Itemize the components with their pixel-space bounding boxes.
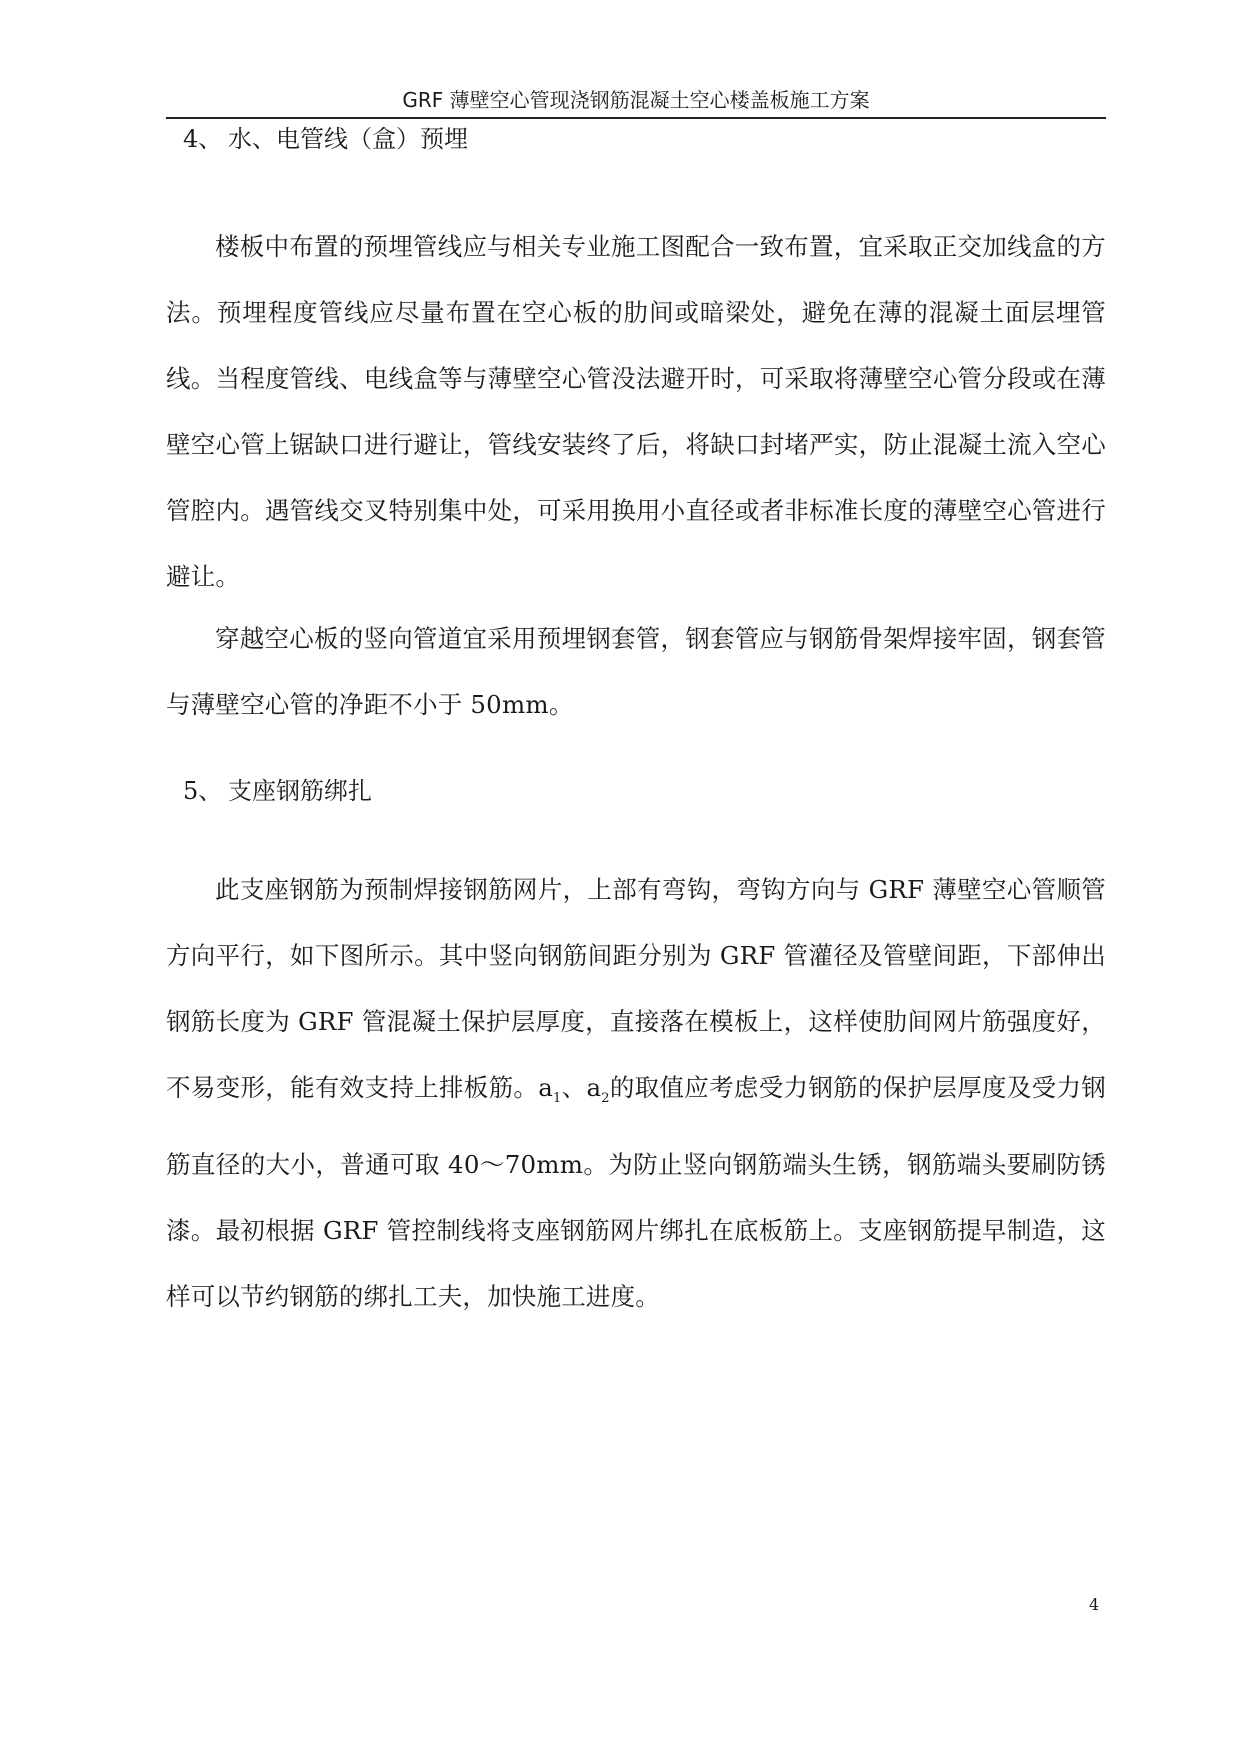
variable-a1: $a_1$ <box>538 1073 562 1106</box>
page-header-title: GRF 薄壁空心管现浇钢筋混凝土空心楼盖板施工方案 <box>402 88 870 112</box>
section-5-paragraph-1 <box>166 857 1106 1330</box>
section-5-number: 5、 <box>183 777 223 805</box>
section-4-paragraph-1: 楼板中布置的预埋管线应与相关专业施工图配合一致布置，宜采取正交加线盒的方法。预埋程度管线应尽量布置在空心板的肋间或暗梁处，避免在薄的混凝土面层埋管线。当程度管线、电线盒等与薄壁空心管没法避开时，可采取将薄壁空心管分段或在薄壁空心管上锯缺口进行避让，管线安装终了后，将缺口封堵严实，防止混凝土流入空心管腔内。遇管线交叉特别集中处，可采用换用小直径或者非标准长度的薄壁空心管进行避让。 <box>166 232 1106 591</box>
para-text-after: 的取值应考虑受力钢筋的保护层厚度及受力钢筋直径的大小，普通可取 40～70mm。为防止竖向钢筋端头生锈，钢筋端头要刷防锈漆。最初根据 GRF 管控制线将支座钢筋网片绑扎在底板筋上。支座钢筋提早制造，这样可以节约钢筋的绑扎工夫，加快施工进度。 <box>166 1073 1107 1311</box>
page-number: 4 <box>1089 1595 1100 1614</box>
header-divider <box>166 117 1106 119</box>
section-4-paragraph-2: 穿越空心板的竖向管道宜采用预埋钢套管，钢套管应与钢筋骨架焊接牢固，钢套管与薄壁空心管的净距不小于 50mm。 <box>166 624 1106 719</box>
para-text-before: 此支座钢筋为预制焊接钢筋网片，上部有弯钩，弯钩方向与 GRF 薄壁空心管顺管方向平行，如下图所示。其中竖向钢筋间距分别为 GRF 管灌径及管壁间距，下部伸出钢筋长度为 GRF 管混凝土保护层厚度，直接落在模板上，这样使肋间网片筋强度好，不易变形，能有效支持上排板筋。 <box>166 875 1106 1102</box>
separator: 、 <box>561 1073 587 1102</box>
variable-a2: $a_2$ <box>586 1073 610 1106</box>
section-5-title: 支座钢筋绑扎 <box>228 777 372 805</box>
section-4-heading <box>183 123 468 155</box>
section-5-heading <box>183 775 372 807</box>
section-4-number: 4、 <box>183 125 223 153</box>
section-4-title: 水、电管线（盒）预埋 <box>228 125 468 153</box>
